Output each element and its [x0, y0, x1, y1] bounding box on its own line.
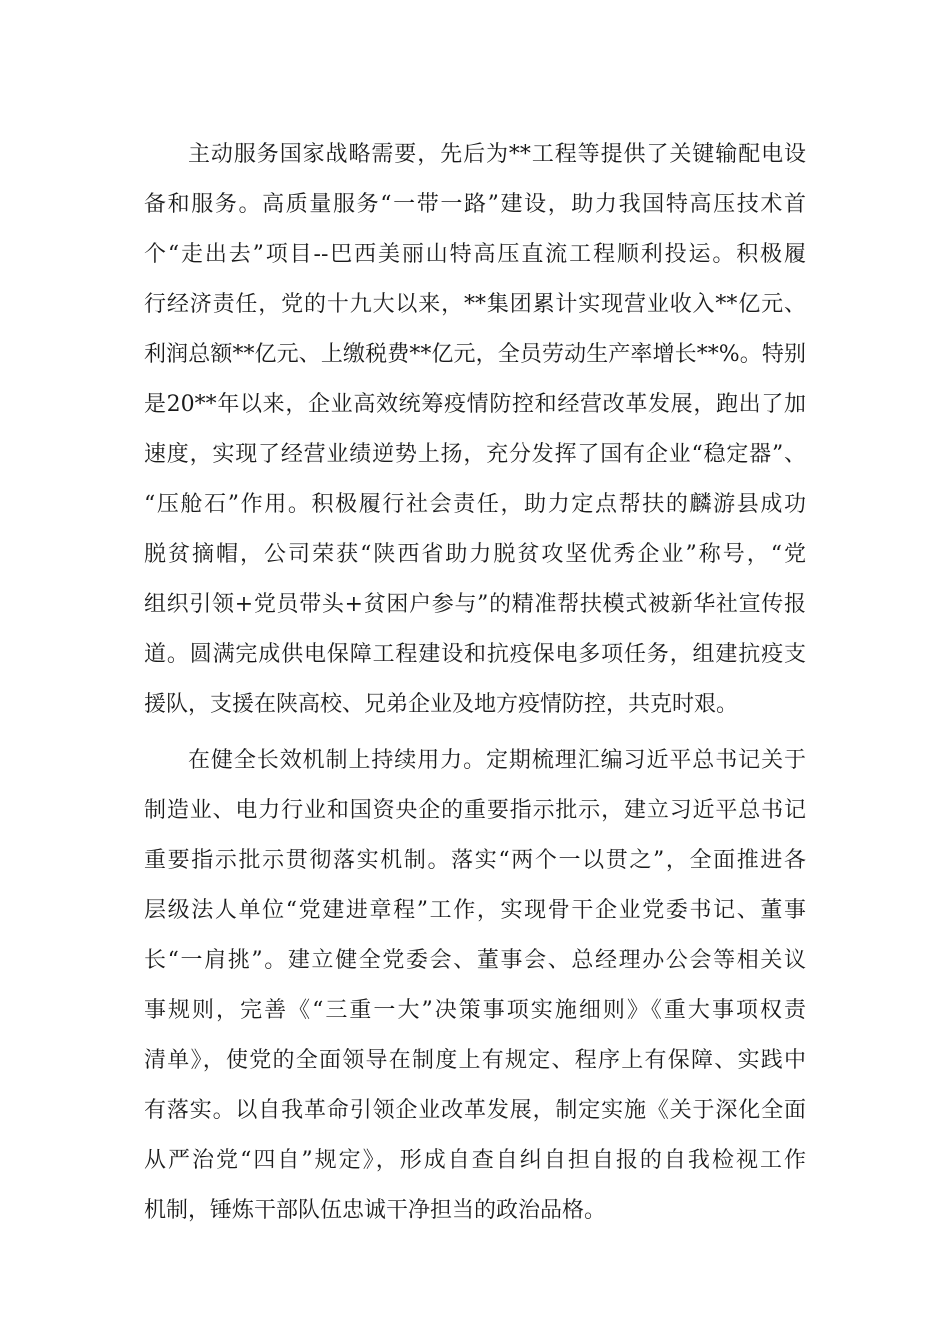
- paragraph-line: “压舱石”作用。积极履行社会责任，助力定点帮扶的麟游县成功: [144, 492, 806, 517]
- paragraph-line: 重要指示批示贯彻落实机制。落实“两个一以贯之”，全面推进各: [144, 848, 806, 873]
- paragraph-line: 层级法人单位“党建进章程”工作，实现骨干企业党委书记、董事: [144, 898, 806, 923]
- paragraph-line: 主动服务国家战略需要，先后为**工程等提供了关键输配电设: [188, 142, 806, 167]
- paragraph-line: 利润总额**亿元、上缴税费**亿元，全员劳动生产率增长**%。特别: [144, 342, 806, 367]
- paragraph-line: 速度，实现了经营业绩逆势上扬，充分发挥了国有企业“稳定器”、: [144, 442, 806, 467]
- paragraph-line: 道。圆满完成供电保障工程建设和抗疫保电多项任务，组建抗疫支: [144, 642, 806, 667]
- paragraph-line: 在健全长效机制上持续用力。定期梳理汇编习近平总书记关于: [188, 748, 806, 773]
- paragraph-line: 组织引领+党员带头+贫困户参与”的精准帮扶模式被新华社宣传报: [144, 592, 806, 617]
- paragraph-line: 是20**年以来，企业高效统筹疫情防控和经营改革发展，跑出了加: [144, 392, 806, 417]
- paragraph-long-term-mechanism: [144, 736, 806, 1236]
- paragraph-line: 事规则，完善《“三重一大”决策事项实施细则》《重大事项权责: [144, 998, 806, 1023]
- paragraph-strategic-service: [144, 130, 806, 730]
- paragraph-line: 清单》，使党的全面领导在制度上有规定、程序上有保障、实践中: [144, 1048, 806, 1073]
- paragraph-line: 有落实。以自我革命引领企业改革发展，制定实施《关于深化全面: [144, 1098, 806, 1123]
- paragraph-line: 脱贫摘帽，公司荣获“陕西省助力脱贫攻坚优秀企业”称号，“党: [144, 542, 806, 567]
- paragraph-line: 制造业、电力行业和国资央企的重要指示批示，建立习近平总书记: [144, 798, 806, 823]
- paragraph-line: 援队，支援在陕高校、兄弟企业及地方疫情防控，共克时艰。: [144, 692, 739, 717]
- paragraph-line: 行经济责任，党的十九大以来，**集团累计实现营业收入**亿元、: [144, 292, 806, 317]
- paragraph-line: 备和服务。高质量服务“一带一路”建设，助力我国特高压技术首: [144, 192, 806, 217]
- paragraph-line: 从严治党“四自”规定》，形成自查自纠自担自报的自我检视工作: [144, 1148, 806, 1173]
- paragraph-line: 个“走出去”项目--巴西美丽山特高压直流工程顺利投运。积极履: [144, 242, 806, 267]
- paragraph-line: 长“一肩挑”。建立健全党委会、董事会、总经理办公会等相关议: [144, 948, 806, 973]
- paragraph-line: 机制，锤炼干部队伍忠诚干净担当的政治品格。: [144, 1198, 607, 1223]
